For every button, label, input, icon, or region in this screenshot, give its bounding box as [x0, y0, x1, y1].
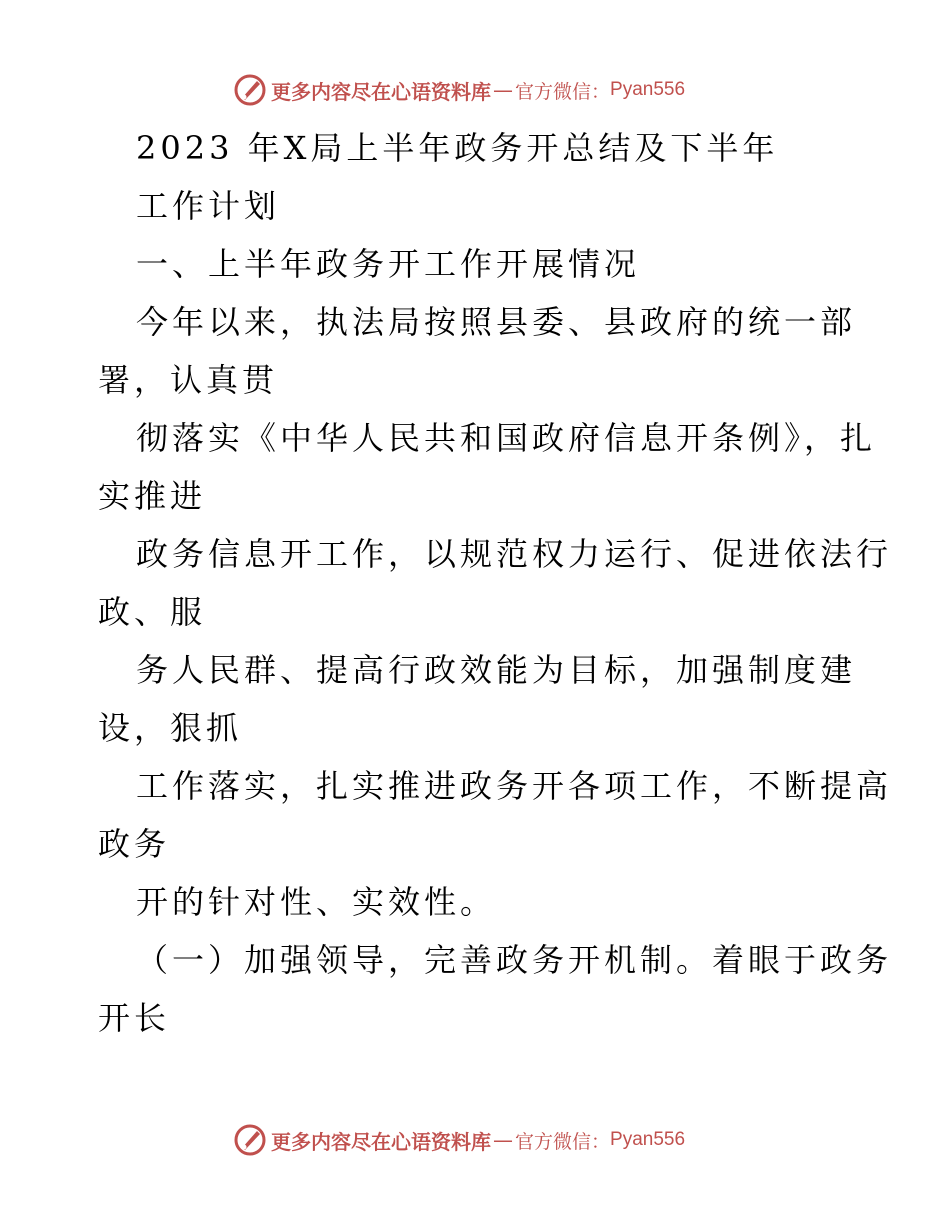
- body-line: 政务: [98, 825, 171, 863]
- watermark-label: 官方微信：: [515, 1130, 611, 1153]
- body-line: 开长: [98, 999, 171, 1037]
- watermark-dash: —: [493, 78, 513, 102]
- doc-heading-1: 一、上半年政务开工作开展情况: [136, 245, 641, 283]
- watermark-dash: —: [493, 1128, 513, 1152]
- doc-title-line-2: 工作计划: [136, 187, 281, 225]
- body-line: 工作落实，扎实推进政务开各项工作，不断提高: [136, 767, 893, 805]
- watermark-text: 更多内容尽在心语资料库: [271, 79, 491, 104]
- body-line: 开的针对性、实效性。: [136, 883, 497, 921]
- body-line: 实推进: [98, 477, 207, 515]
- quill-logo-icon: [233, 73, 267, 107]
- footer-watermark: [233, 1120, 713, 1160]
- doc-title-line-1: 2023 年X局上半年政务开总结及下半年: [136, 129, 779, 167]
- watermark-wechat-id: Pyan556: [610, 79, 686, 100]
- watermark-wechat-id: Pyan556: [610, 1129, 686, 1150]
- body-line: 署，认真贯: [98, 361, 279, 399]
- watermark-label: 官方微信：: [515, 80, 611, 103]
- body-line: 彻落实《中华人民共和国政府信息开条例》，扎: [136, 419, 877, 457]
- watermark-text: 更多内容尽在心语资料库: [271, 1129, 491, 1154]
- body-line: 设，狠抓: [98, 709, 243, 747]
- body-line: 务人民群、提高行政效能为目标，加强制度建: [136, 651, 857, 689]
- body-line: 今年以来，执法局按照县委、县政府的统一部: [136, 303, 857, 341]
- quill-logo-icon: [233, 1123, 267, 1157]
- body-line: 政、服: [98, 593, 207, 631]
- header-watermark: [233, 70, 713, 110]
- body-line: 政务信息开工作，以规范权力运行、促进依法行: [136, 535, 893, 573]
- body-line: （一）加强领导，完善政务开机制。着眼于政务: [136, 941, 893, 979]
